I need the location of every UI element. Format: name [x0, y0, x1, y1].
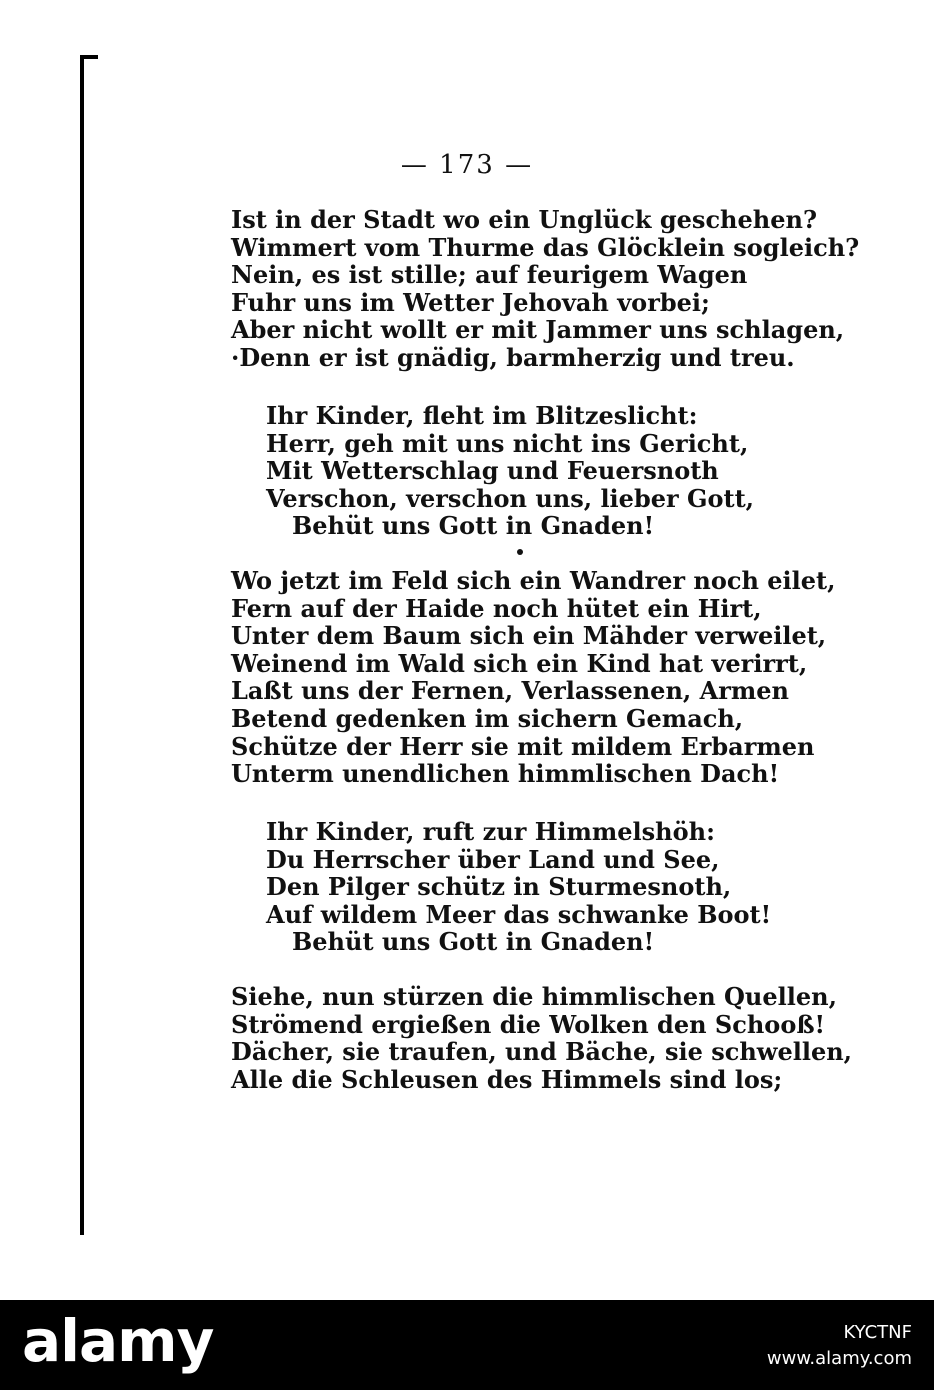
poem-line: Laßt uns der Fernen, Verlassenen, Armen — [231, 676, 789, 706]
poem-line: Ihr Kinder, fleht im Blitzeslicht: — [266, 401, 698, 430]
alamy-logo: alamy — [22, 1307, 214, 1375]
poem-line: Unterm unendlichen himmlischen Dach! — [231, 759, 780, 789]
poem-line: Weinend im Wald sich ein Kind hat verirrt, — [231, 648, 808, 678]
watermark-info — [767, 1320, 912, 1372]
poem-line: Betend gedenken im sichern Gemach, — [231, 703, 744, 733]
page-number: — 173 — — [400, 150, 534, 180]
stanza-4 — [266, 818, 771, 956]
poem-line: ·Denn er ist gnädig, barmherzig und treu. — [231, 342, 795, 372]
poem-line: Du Herrscher über Land und See, — [266, 844, 720, 874]
poem-line: Auf wildem Meer das schwanke Boot! — [266, 899, 772, 929]
stanza-1 — [231, 206, 859, 372]
poem-line: Ist in der Stadt wo ein Unglück geschehen? — [231, 205, 818, 234]
poem-line: Aber nicht wollt er mit Jammer uns schlagen, — [231, 315, 845, 345]
poem-line: Alle die Schleusen des Himmels sind los; — [231, 1064, 783, 1094]
binding-edge-line — [80, 55, 84, 1235]
stanza-2 — [266, 402, 754, 540]
poem-line: Fern auf der Haide noch hütet ein Hirt, — [231, 593, 762, 623]
poem-line: Siehe, nun stürzen die himmlischen Quellen, — [231, 982, 837, 1011]
binding-edge-tick — [80, 55, 98, 59]
refrain-line: Behüt uns Gott in Gnaden! — [292, 927, 655, 957]
poem-line: Dächer, sie traufen, und Bäche, sie schwellen, — [231, 1037, 853, 1067]
poem-line: Herr, geh mit uns nicht ins Gericht, — [266, 428, 749, 458]
poem-line: Wo jetzt im Feld sich ein Wandrer noch eilet, — [231, 566, 836, 595]
site-url: www.alamy.com — [766, 1348, 912, 1369]
poem-line: Strömend ergießen die Wolken den Schooß! — [231, 1009, 826, 1039]
poem-line: Unter dem Baum sich ein Mähder verweilet, — [231, 621, 827, 651]
refrain-line: Behüt uns Gott in Gnaden! — [292, 511, 655, 541]
poem-line: Wimmert vom Thurme das Glöcklein sogleich? — [231, 232, 860, 262]
poem-line: Verschon, verschon uns, lieber Gott, — [266, 483, 755, 513]
stanza-5 — [231, 983, 852, 1093]
poem-line: Fuhr uns im Wetter Jehovah vorbei; — [231, 287, 710, 317]
poem-line: Schütze der Herr sie mit mildem Erbarmen — [231, 731, 815, 761]
image-id: KYCTNF — [843, 1322, 912, 1343]
stanza-3 — [231, 567, 835, 788]
poem-line: Nein, es ist stille; auf feurigem Wagen — [231, 260, 748, 290]
poem-line: Mit Wetterschlag und Feuersnoth — [266, 456, 719, 486]
poem-line: Ihr Kinder, ruft zur Himmelshöh: — [266, 817, 715, 846]
stray-dot — [517, 549, 523, 555]
poem-line: Den Pilger schütz in Sturmesnoth, — [266, 872, 732, 902]
